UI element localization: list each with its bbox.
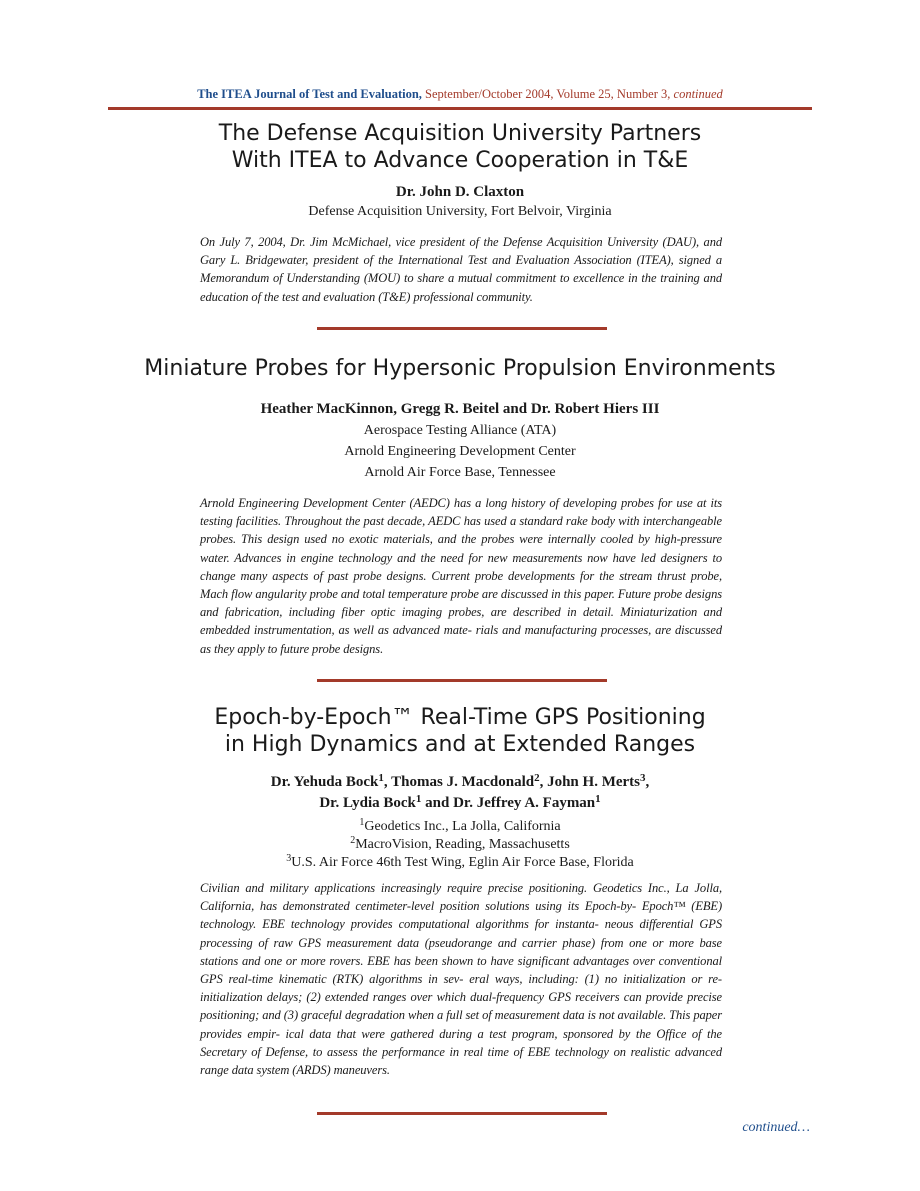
author-name: Dr. Jeffrey A. Fayman (453, 795, 596, 811)
author-name: Thomas J. Macdonald (391, 774, 535, 790)
issue-info: September/October 2004, Volume 25, Number 3, (425, 87, 671, 101)
article-1-abstract (200, 233, 722, 306)
article-3-title (60, 704, 860, 758)
article-2-affiliation: Arnold Air Force Base, Tennessee (364, 465, 556, 480)
article-2-affiliation: Aerospace Testing Alliance (ATA) (363, 423, 557, 438)
abstract-line: significant advantages over conventional GPS real-time kinematic (RTK) algorithms in sev- (200, 953, 722, 987)
article-2-affiliation: Arnold Engineering Development Center (344, 444, 576, 459)
abstract-line: Defense, to assess the performance in real time of EBE technology on realistic advanced range (200, 1044, 722, 1078)
continued-link[interactable]: continued… (742, 1120, 810, 1135)
journal-header (0, 86, 920, 102)
abstract-line: neous differential GPS processing of raw GPS measurement data (pseudorange and carrier (200, 917, 722, 950)
affil-text: Geodetics Inc., La Jolla, California (364, 819, 561, 834)
author-sep: , (539, 774, 548, 790)
affil-text: U.S. Air Force 46th Test Wing, Eglin Air Force Base, Florida (291, 855, 634, 870)
abstract-line: Jolla, California, has demonstrated centimeter-level position solutions using its Epoch-by- (200, 881, 722, 914)
abstract-line: the stream thrust probe, Mach flow angularity probe and total temperature probe are discussed in (200, 568, 723, 602)
author-sup: 1 (378, 772, 384, 784)
section-divider (317, 679, 607, 682)
article-2-title (60, 355, 860, 382)
abstract-line: On July 7, 2004, Dr. Jim McMichael, vice president of the Defense Acquisition University (DAU), (200, 235, 700, 249)
journal-name: The ITEA Journal of Test and Evaluation, (197, 87, 422, 101)
affil-text: MacroVision, Reading, Massachusetts (355, 837, 570, 852)
header-rule (108, 107, 812, 110)
article-1-title-line: The Defense Acquisition University Partners (218, 121, 702, 146)
header-continued: continued (673, 87, 723, 101)
article-3-title-line: in High Dynamics and at Extended Ranges (224, 732, 696, 757)
article-1-title-line: With ITEA to Advance Cooperation in T&E (231, 148, 689, 173)
abstract-line: by high-pressure water. Advances in engine technology and the need for new measurements now (200, 532, 722, 565)
article-1-title (60, 120, 860, 174)
author-sup: 1 (415, 793, 422, 805)
abstract-line: Civilian and military applications increasingly require precise positioning. Geodetics Inc., La (200, 881, 689, 895)
abstract-line: rials and manufacturing processes, are discussed as they apply to future probe designs. (200, 623, 723, 656)
abstract-line: eral ways, including: (1) no initialization or re-initialization delays; (2) extended ranges (200, 972, 722, 1005)
abstract-line: at its testing facilities. Throughout the past decade, AEDC has used a standard rake body with (200, 496, 722, 529)
author-name: Dr. Yehuda Bock (270, 774, 379, 790)
article-2-abstract (200, 494, 722, 658)
author-sup: 2 (534, 772, 540, 784)
author-sep: , (645, 774, 650, 790)
abstract-line: over which dual-frequency GPS receivers can provide precise positioning; and (3) graceful (200, 990, 723, 1023)
article-2-title-line: Miniature Probes for Hypersonic Propulsion Environments (144, 356, 776, 381)
author-name: Dr. Lydia Bock (319, 795, 416, 811)
abstract-line: signed a Memorandum of Understanding (MOU) to share a mutual commitment to excellence in (200, 253, 722, 286)
abstract-line: have led designers to change many aspects of past probe designs. Current probe developments for (200, 550, 722, 583)
abstract-line: interchangeable probes. This design used no exotic materials, and the probes were internally cooled (200, 514, 722, 547)
affil-sup: 2 (350, 835, 356, 846)
abstract-line: Arnold Engineering Development Center (AEDC) has a long history of developing probes for use (200, 496, 693, 510)
abstract-line: ical data that were gathered during a test program, sponsored by the Office of the Secretary of (200, 1026, 722, 1059)
affil-sup: 1 (359, 817, 365, 828)
author-name: John H. Merts (547, 774, 641, 790)
abstract-line: the training and education of the test and evaluation (T&E) professional community. (200, 271, 722, 304)
author-sep: and (421, 795, 454, 811)
author-sup: 3 (640, 772, 646, 784)
abstract-line: phase) from one or more base stations and one or more rovers. EBE has been shown to have (200, 935, 723, 968)
abstract-line: Epoch™ (EBE) technology. EBE technology provides computational algorithms for instanta- (200, 899, 723, 932)
article-3-affiliation (60, 848, 860, 873)
article-3-title-line: Epoch-by-Epoch™ Real-Time GPS Positioning (214, 705, 706, 730)
abstract-line: and Gary L. Bridgewater, president of the International Test and Evaluation Association (ITEA), (200, 235, 722, 268)
article-2-authors: Heather MacKinnon, Gregg R. Beitel and Dr. Robert Hiers III (260, 401, 660, 417)
abstract-line: degradation when a full set of measurement data is not available. This paper provides empir- (200, 1008, 722, 1041)
author-sep: , (383, 774, 392, 790)
author-sup: 1 (595, 793, 601, 805)
section-divider (317, 1112, 607, 1115)
section-divider (317, 327, 607, 330)
abstract-line: described in detail. Miniaturization and embedded instrumentation, as well as advanced mate- (200, 605, 723, 638)
article-3-abstract (200, 879, 722, 1079)
affil-sup: 3 (286, 853, 292, 864)
article-3-authors-line-2 (60, 789, 860, 814)
abstract-line: this paper. Future probe designs and fabrication, including fiber optic imaging probes, are (200, 587, 722, 620)
article-1-authors: Dr. John D. Claxton (395, 184, 525, 200)
article-1-affiliation: Defense Acquisition University, Fort Belvoir, Virginia (308, 204, 612, 219)
abstract-line: data system (ARDS) maneuvers. (231, 1063, 390, 1078)
